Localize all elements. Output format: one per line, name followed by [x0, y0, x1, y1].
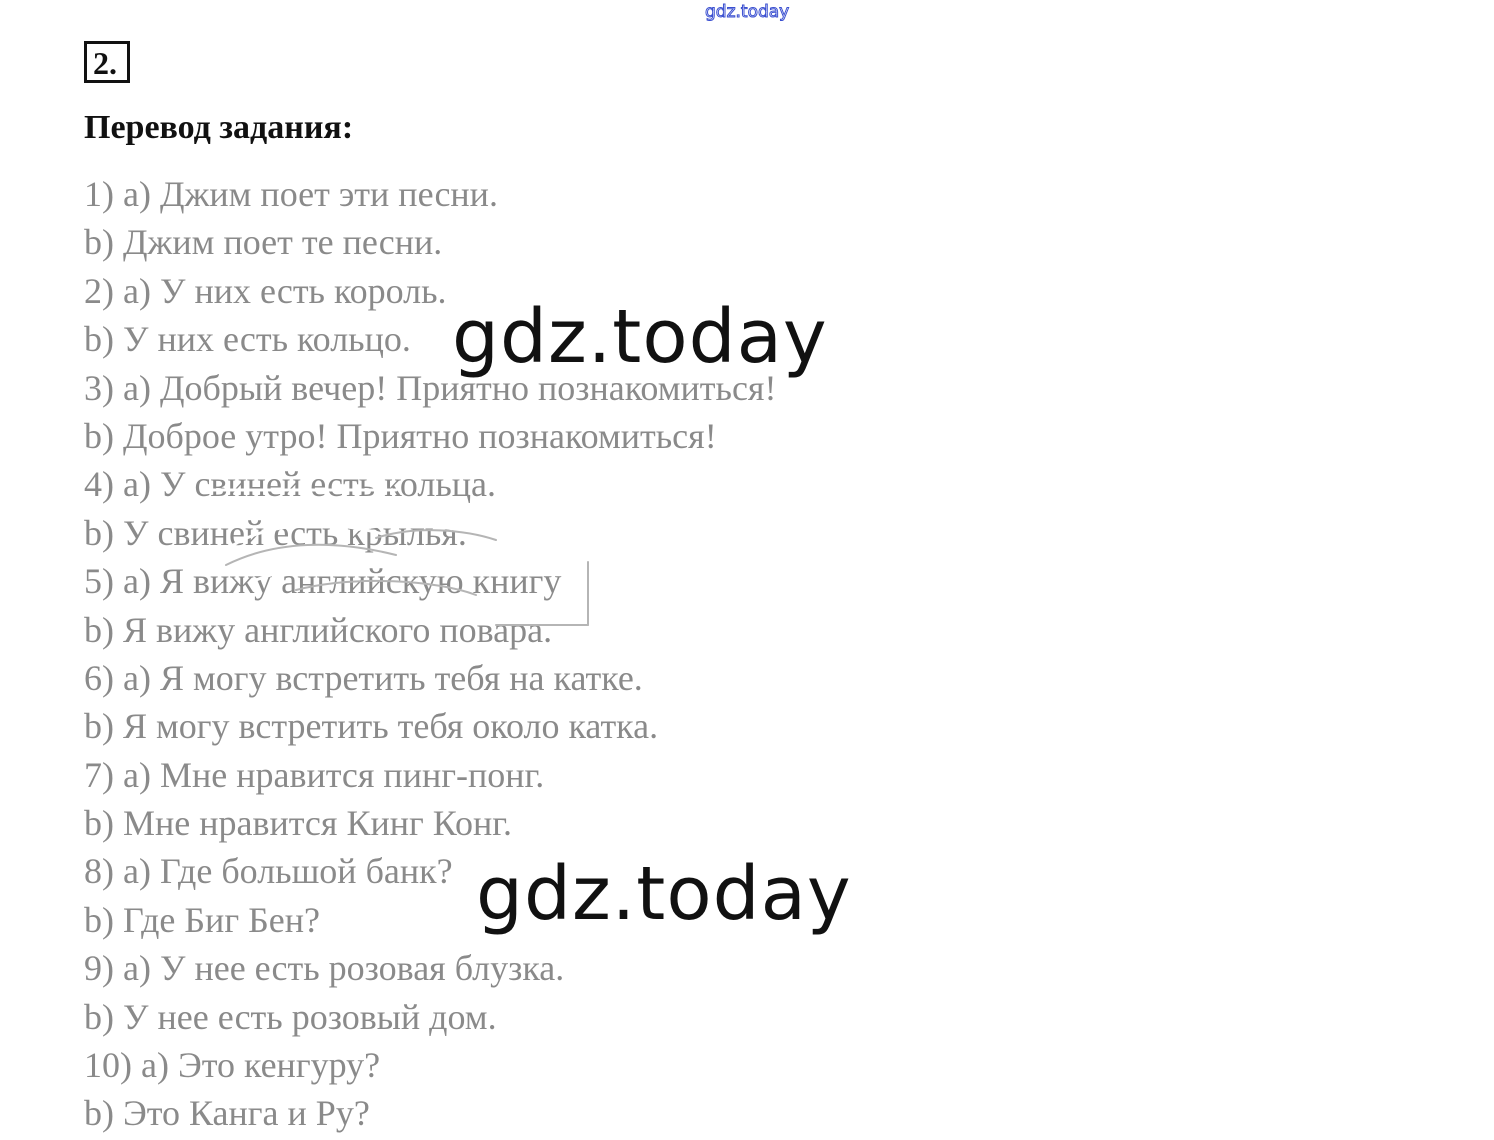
- watermark-scribble: [196, 480, 606, 650]
- translation-line: b) Это Канга и Ру?: [84, 1093, 370, 1134]
- translation-line: 7) a) Мне нравится пинг-понг.: [84, 754, 545, 795]
- translation-line: b) Где Биг Бен?: [84, 899, 320, 940]
- watermark-text: gdz.today: [452, 294, 828, 380]
- task-number-box: 2.: [84, 41, 130, 83]
- translation-line: 1) a) Джим поет эти песни.: [84, 174, 498, 214]
- translation-line: b) Я могу встретить тебя около катка.: [84, 706, 659, 747]
- translation-line: b) У нее есть розовый дом.: [84, 996, 497, 1037]
- translation-line: 10) a) Это кенгуру?: [84, 1045, 381, 1086]
- top-watermark: gdz.today: [705, 2, 790, 22]
- watermark-text: gdz.today: [476, 851, 852, 937]
- translation-line: b) Джим поет те песни.: [84, 222, 443, 263]
- translation-line: 3) a) Добрый вечер! Приятно познакомиться!: [84, 367, 777, 408]
- translation-line: 4) a) У свиней есть кольца.: [84, 464, 497, 505]
- translation-line: 8) a) Где большой банк?: [84, 851, 453, 892]
- translation-line: b) Я вижу английского повара.: [84, 609, 553, 650]
- translation-line: b) Доброе утро! Приятно познакомиться!: [84, 415, 717, 456]
- translation-line: 6) a) Я могу встретить тебя на катке.: [84, 657, 643, 698]
- translation-line: b) У них есть кольцо.: [84, 319, 411, 360]
- translation-line: 2) a) У них есть король.: [84, 270, 447, 311]
- section-heading: Перевод задания:: [84, 109, 354, 146]
- translation-line: b) У свиней есть крылья.: [84, 512, 467, 553]
- translation-line: 5) a) Я вижу английскую книгу: [84, 561, 562, 602]
- translation-line: 9) a) У нее есть розовая блузка.: [84, 948, 565, 989]
- translation-line: b) Мне нравится Кинг Конг.: [84, 803, 512, 844]
